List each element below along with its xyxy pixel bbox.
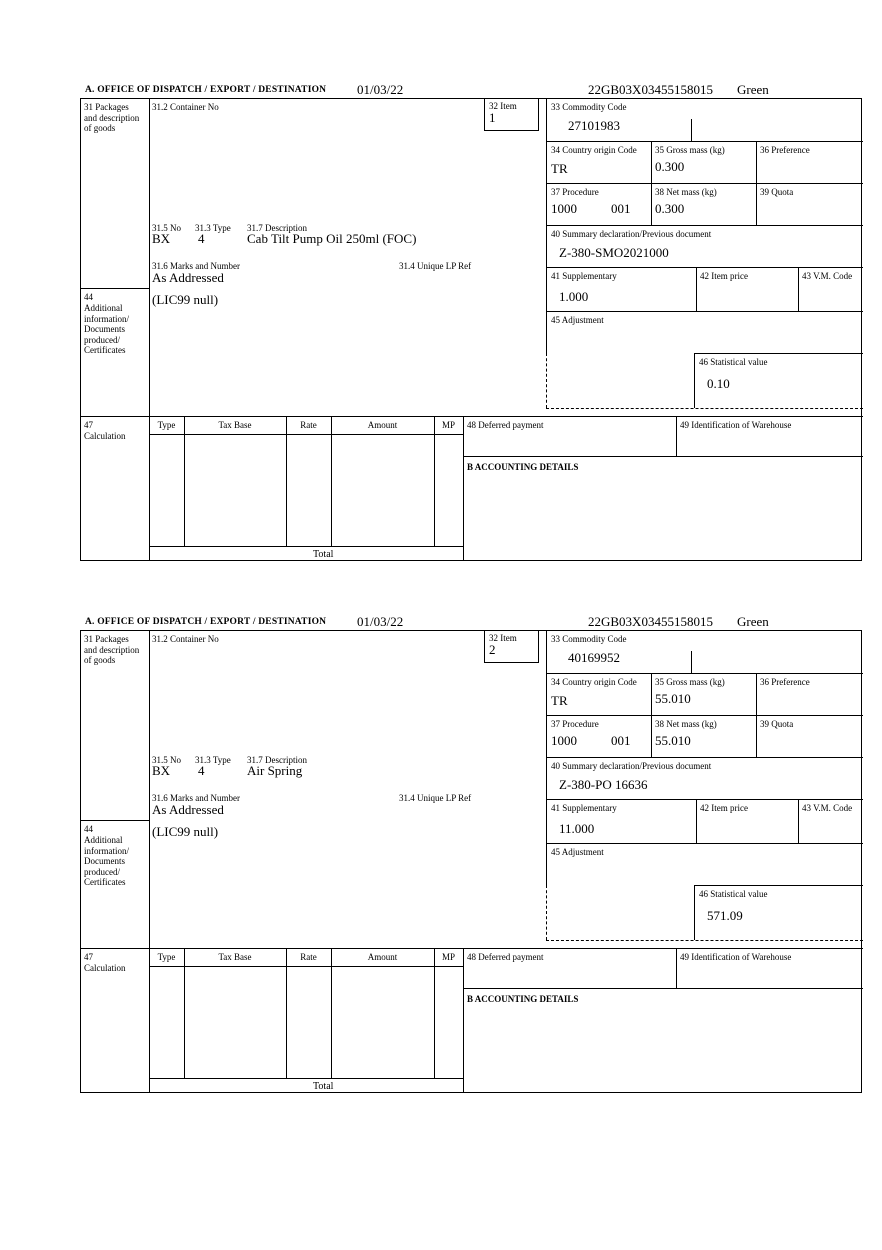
grid-line [696, 799, 697, 843]
calc-column-line [184, 416, 185, 546]
calc-col-rate: Rate [300, 952, 317, 962]
additional-information-value: (LIC99 null) [152, 292, 219, 307]
preference-label: 36 Preference [760, 145, 810, 155]
unique-lp-ref-label: 31.4 Unique LP Ref [399, 793, 472, 803]
dashed-divider-horizontal [546, 940, 863, 941]
calc-column-line [434, 416, 435, 546]
adjustment-label: 45 Adjustment [551, 847, 604, 857]
commodity-code-separator [691, 119, 692, 141]
right-column-divider [546, 631, 547, 885]
item-number-value: 2 [489, 642, 496, 657]
calc-col-mp: MP [441, 952, 455, 962]
calc-column-line [184, 948, 185, 1078]
accounting-top-border [463, 988, 863, 989]
declaration-reference: 22GB03X03455158015 [588, 614, 713, 629]
procedure-value: 1000 [551, 733, 577, 748]
calc-column-line [331, 948, 332, 1078]
item-price-label: 42 Item price [700, 803, 748, 813]
accounting-details-label: B ACCOUNTING DETAILS [467, 994, 579, 1004]
unique-lp-ref-label: 31.4 Unique LP Ref [399, 261, 472, 271]
net-mass-label: 38 Net mass (kg) [655, 187, 717, 197]
country-origin-label: 34 Country origin Code [551, 677, 637, 687]
goods-description-value: Air Spring [247, 763, 303, 778]
warehouse-id-label: 49 Identification of Warehouse [680, 952, 792, 962]
adjustment-label: 45 Adjustment [551, 315, 604, 325]
declaration-form-grid [80, 630, 862, 1093]
additional-info-number-label: 44 [84, 292, 93, 302]
description-label: 31.7 Description [247, 755, 307, 765]
box48-box49-divider [676, 416, 677, 456]
supplementary-value: 11.000 [559, 821, 595, 836]
grid-line [546, 715, 863, 716]
grid-line [696, 267, 697, 311]
item-number-label: 32 Item [489, 101, 517, 111]
routing-status: Green [737, 82, 769, 97]
packages-description-label: 31 Packages and description of goods [84, 634, 140, 666]
gross-mass-label: 35 Gross mass (kg) [655, 677, 725, 687]
calc-col-rate: Rate [300, 420, 317, 430]
dispatch-date: 01/03/22 [357, 82, 404, 97]
summary-declaration-label: 40 Summary declaration/Previous document [551, 761, 712, 771]
calc-col-amount: Amount [367, 420, 398, 430]
country-origin-label: 34 Country origin Code [551, 145, 637, 155]
total-label: Total [313, 549, 334, 560]
statistical-value-label: 46 Statistical value [699, 357, 768, 367]
summary-declaration-value: Z-380-SMO2021000 [559, 245, 669, 260]
declaration-form-grid [80, 98, 862, 561]
calc-header-border [149, 966, 463, 967]
dashed-divider-vertical [546, 353, 547, 408]
right-column-divider [546, 99, 547, 353]
commodity-code-separator [691, 651, 692, 673]
box31-box44-divider [81, 288, 149, 289]
calculation-section-top-border [81, 948, 863, 949]
block-header [80, 82, 863, 98]
dispatch-date: 01/03/22 [357, 614, 404, 629]
item-number-box [484, 631, 539, 663]
supplementary-label: 41 Supplementary [551, 803, 617, 813]
declaration-reference: 22GB03X03455158015 [588, 82, 713, 97]
grid-line [546, 267, 863, 268]
calculation-label: 47 Calculation [84, 952, 126, 973]
block-header [80, 614, 863, 630]
office-of-dispatch-label: A. OFFICE OF DISPATCH / EXPORT / DESTINATION [85, 617, 327, 627]
procedure-extra-value: 001 [611, 201, 631, 216]
marks-number-label: 31.6 Marks and Number [152, 261, 240, 271]
gross-mass-value: 55.010 [655, 691, 691, 706]
commodity-box-bottom-border [546, 673, 863, 674]
total-label: Total [313, 1081, 334, 1092]
package-no-label: 31.5 No [152, 755, 181, 765]
calc-column-line [286, 416, 287, 546]
gross-mass-label: 35 Gross mass (kg) [655, 145, 725, 155]
left-column-divider [149, 99, 150, 560]
grid-line [798, 799, 799, 843]
calculation-label: 47 Calculation [84, 420, 126, 441]
statistical-value-box [694, 353, 863, 408]
item-number-value: 1 [489, 110, 496, 125]
additional-info-label: Additional information/ Documents produced/ Certificates [84, 835, 129, 888]
net-mass-value: 55.010 [655, 733, 691, 748]
calculation-section-top-border [81, 416, 863, 417]
container-no-label: 31.2 Container No [152, 634, 219, 644]
calc-table-right-border [463, 416, 464, 560]
quota-label: 39 Quota [760, 719, 794, 729]
additional-information-value: (LIC99 null) [152, 824, 219, 839]
item-number-label: 32 Item [489, 633, 517, 643]
calc-total-row-border [149, 1078, 463, 1079]
calc-total-row-border [149, 546, 463, 547]
calc-column-line [331, 416, 332, 546]
marks-number-value: As Addressed [152, 270, 224, 285]
item-price-label: 42 Item price [700, 271, 748, 281]
package-no-value: BX [152, 231, 171, 246]
calc-col-type: Type [157, 952, 176, 962]
calc-col-type: Type [157, 420, 176, 430]
package-type-label: 31.3 Type [195, 755, 231, 765]
box31-box44-divider [81, 820, 149, 821]
net-mass-label: 38 Net mass (kg) [655, 719, 717, 729]
country-origin-value: TR [551, 693, 568, 708]
supplementary-label: 41 Supplementary [551, 271, 617, 281]
package-type-label: 31.3 Type [195, 223, 231, 233]
vm-code-label: 43 V.M. Code [802, 271, 853, 281]
deferred-payment-label: 48 Deferred payment [467, 420, 544, 430]
left-column-divider [149, 631, 150, 1092]
statistical-value: 571.09 [707, 908, 743, 923]
commodity-box-bottom-border [546, 141, 863, 142]
quota-label: 39 Quota [760, 187, 794, 197]
grid-line [546, 757, 863, 758]
calc-header-border [149, 434, 463, 435]
accounting-details-label: B ACCOUNTING DETAILS [467, 462, 579, 472]
box48-box49-divider [676, 948, 677, 988]
vm-code-label: 43 V.M. Code [802, 803, 853, 813]
dashed-divider-vertical [546, 885, 547, 940]
procedure-label: 37 Procedure [551, 719, 599, 729]
description-label: 31.7 Description [247, 223, 307, 233]
package-type-value: 4 [198, 763, 205, 778]
country-origin-value: TR [551, 161, 568, 176]
additional-info-label: Additional information/ Documents produced/ Certificates [84, 303, 129, 356]
package-no-label: 31.5 No [152, 223, 181, 233]
declaration-item-block [80, 614, 863, 1094]
calc-col-tax-base: Tax Base [218, 420, 252, 430]
commodity-code-value: 27101983 [568, 118, 620, 133]
procedure-label: 37 Procedure [551, 187, 599, 197]
calc-column-line [434, 948, 435, 1078]
gross-mass-value: 0.300 [655, 159, 685, 174]
grid-line [546, 799, 863, 800]
grid-line [546, 183, 863, 184]
net-mass-value: 0.300 [655, 201, 685, 216]
statistical-value: 0.10 [707, 376, 730, 391]
summary-declaration-label: 40 Summary declaration/Previous document [551, 229, 712, 239]
package-type-value: 4 [198, 231, 205, 246]
declaration-item-block [80, 82, 863, 562]
summary-declaration-value: Z-380-PO 16636 [559, 777, 648, 792]
office-of-dispatch-label: A. OFFICE OF DISPATCH / EXPORT / DESTINATION [85, 85, 327, 95]
commodity-code-label: 33 Commodity Code [551, 634, 627, 644]
packages-description-label: 31 Packages and description of goods [84, 102, 140, 134]
item-number-box [484, 99, 539, 131]
goods-description-value: Cab Tilt Pump Oil 250ml (FOC) [247, 231, 417, 246]
dashed-divider-horizontal [546, 408, 863, 409]
procedure-extra-value: 001 [611, 733, 631, 748]
grid-line [798, 267, 799, 311]
procedure-value: 1000 [551, 201, 577, 216]
marks-number-value: As Addressed [152, 802, 224, 817]
commodity-code-value: 40169952 [568, 650, 620, 665]
grid-line [546, 311, 863, 312]
warehouse-id-label: 49 Identification of Warehouse [680, 420, 792, 430]
grid-line [546, 225, 863, 226]
accounting-top-border [463, 456, 863, 457]
calc-column-line [286, 948, 287, 1078]
preference-label: 36 Preference [760, 677, 810, 687]
calc-table-right-border [463, 948, 464, 1092]
grid-line [546, 843, 863, 844]
calc-col-amount: Amount [367, 952, 398, 962]
statistical-value-label: 46 Statistical value [699, 889, 768, 899]
statistical-value-box [694, 885, 863, 940]
routing-status: Green [737, 614, 769, 629]
container-no-label: 31.2 Container No [152, 102, 219, 112]
marks-number-label: 31.6 Marks and Number [152, 793, 240, 803]
supplementary-value: 1.000 [559, 289, 589, 304]
calc-col-tax-base: Tax Base [218, 952, 252, 962]
commodity-code-label: 33 Commodity Code [551, 102, 627, 112]
calc-col-mp: MP [441, 420, 455, 430]
deferred-payment-label: 48 Deferred payment [467, 952, 544, 962]
package-no-value: BX [152, 763, 171, 778]
additional-info-number-label: 44 [84, 824, 93, 834]
